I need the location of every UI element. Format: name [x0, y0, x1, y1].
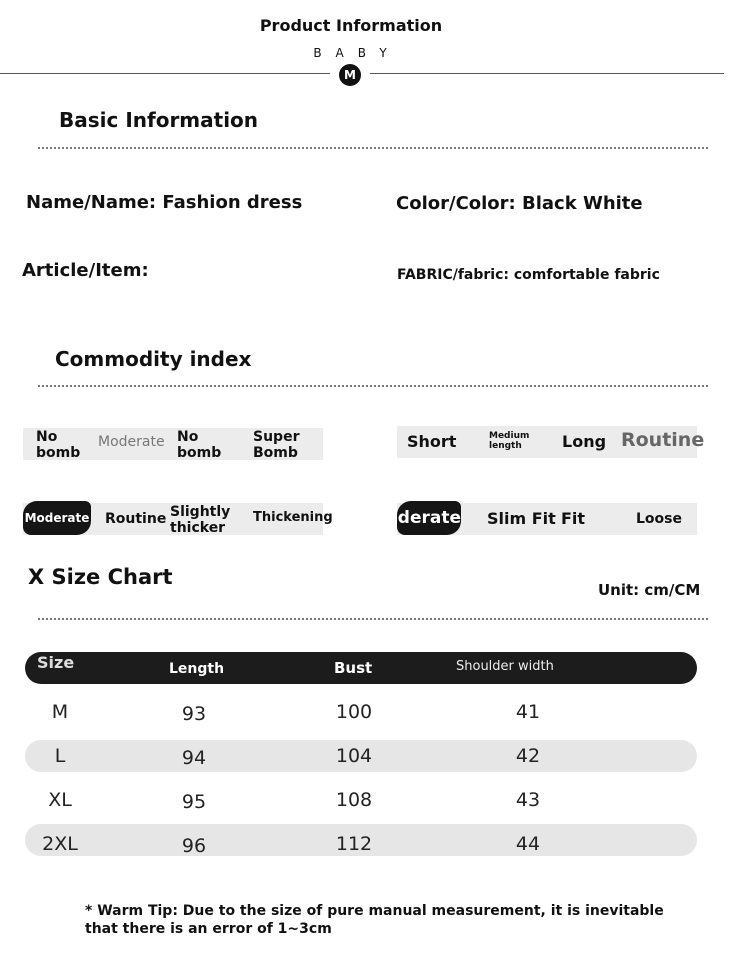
fit-strip [369, 503, 697, 535]
fit-option-slim-fit: Slim Fit [487, 509, 556, 528]
product-color: Color/Color: Black White [396, 193, 643, 214]
page-title: Product Information [259, 16, 443, 35]
brand-badge: M [339, 64, 361, 86]
table-row [0, 789, 750, 815]
length-option-routine: Routine [621, 429, 705, 451]
thickness-option-slightly-thicker: Slightly thicker [170, 504, 231, 537]
header-divider-right [370, 73, 724, 74]
elasticity-option-no-bomb: No bomb [36, 429, 81, 462]
commodity-index-divider [38, 385, 708, 387]
cell-bust: 108 [335, 789, 373, 811]
thickness-option-moderate: Moderate [23, 501, 91, 535]
fit-option-loose: Loose [636, 511, 682, 527]
elasticity-option-super-bomb: Super Bomb [253, 429, 300, 462]
product-fabric: FABRIC/fabric: comfortable fabric [397, 267, 660, 283]
header-divider-left [0, 73, 330, 74]
size-chart-unit: Unit: cm/CM [598, 581, 701, 599]
cell-bust: 100 [335, 701, 373, 723]
cell-length: 94 [181, 747, 207, 769]
length-option-medium: Medium length [489, 431, 530, 452]
cell-size: 2XL [42, 833, 78, 855]
cell-size: XL [48, 789, 72, 811]
fit-option-moderate: Moderate [397, 501, 461, 535]
size-chart-title: X Size Chart [28, 565, 173, 589]
column-header-shoulder-width: Shoulder width [456, 659, 554, 674]
cell-length: 93 [181, 703, 207, 725]
length-strip [397, 426, 705, 458]
size-chart-divider [38, 618, 708, 620]
table-row [0, 745, 750, 771]
cell-shoulder: 43 [515, 789, 541, 811]
column-header-length: Length [169, 661, 225, 677]
cell-size: M [51, 701, 69, 723]
column-header-bust: Bust [334, 659, 373, 677]
elasticity-strip [23, 428, 323, 460]
basic-info-divider [38, 147, 708, 149]
thickness-strip [23, 503, 333, 537]
cell-shoulder: 44 [515, 833, 541, 855]
cell-shoulder: 42 [515, 745, 541, 767]
table-row [0, 833, 750, 859]
thickness-option-thickening: Thickening [253, 510, 333, 525]
cell-length: 95 [181, 791, 207, 813]
column-header-size: Size [37, 653, 75, 672]
brand-text: BABY [313, 46, 401, 60]
commodity-index-title: Commodity index [55, 347, 252, 371]
length-option-short: Short [407, 432, 457, 451]
cell-size: L [54, 745, 66, 767]
basic-info-title: Basic Information [59, 108, 259, 132]
cell-length: 96 [181, 835, 207, 857]
product-article: Article/Item: [22, 260, 149, 281]
elasticity-option-moderate: Moderate [98, 434, 165, 450]
product-name: Name/Name: Fashion dress [26, 192, 303, 213]
thickness-option-routine: Routine [105, 511, 167, 527]
cell-bust: 112 [335, 833, 373, 855]
elasticity-option-no-bomb-2: No bomb [177, 429, 222, 462]
warm-tip: * Warm Tip: Due to the size of pure manual measurement, it is inevitable that there is an error of 1~3cm [85, 903, 664, 937]
cell-shoulder: 41 [515, 701, 541, 723]
size-table-header [25, 652, 697, 684]
cell-bust: 104 [335, 745, 373, 767]
table-row [0, 701, 750, 727]
length-option-long: Long [562, 432, 607, 451]
fit-option-fit: Fit [561, 509, 586, 528]
